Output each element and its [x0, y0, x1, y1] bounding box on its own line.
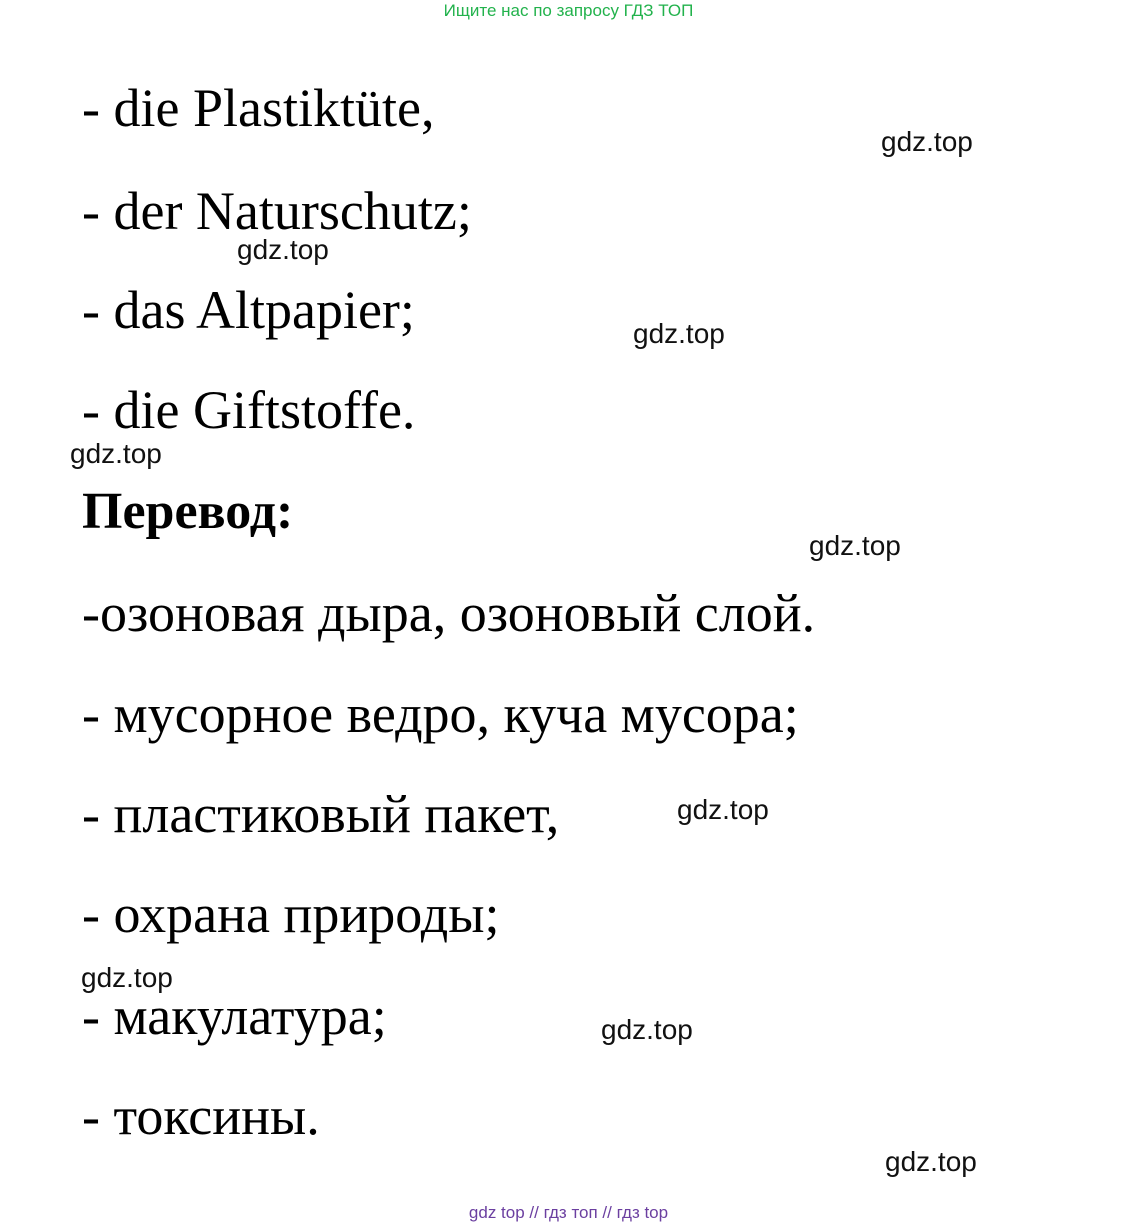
translation-heading: Перевод: — [82, 483, 294, 540]
translation-line-trash: - мусорное ведро, куча мусора; — [82, 684, 799, 744]
watermark: gdz.top — [809, 530, 901, 561]
watermark: gdz.top — [70, 438, 162, 469]
german-word-giftstoffe: - die Giftstoffe. — [82, 380, 416, 440]
translation-line-plastic-bag: - пластиковый пакет, — [82, 784, 560, 844]
watermark: gdz.top — [633, 318, 725, 349]
german-word-plastiktuete: - die Plastiktüte, — [82, 78, 435, 138]
watermark: gdz.top — [237, 234, 329, 265]
watermark: gdz.top — [885, 1146, 977, 1177]
translation-line-nature-protection: - охрана природы; — [82, 884, 500, 944]
watermark: gdz.top — [81, 962, 173, 993]
translation-line-ozone: -озоновая дыра, озоновый слой. — [82, 583, 816, 643]
top-banner: Ищите нас по запросу ГДЗ ТОП — [443, 1, 694, 20]
watermark: gdz.top — [601, 1014, 693, 1045]
translation-line-toxins: - токсины. — [82, 1086, 320, 1146]
german-word-naturschutz: - der Naturschutz; — [82, 181, 472, 241]
watermark: gdz.top — [677, 794, 769, 825]
watermark: gdz.top — [881, 126, 973, 157]
german-word-altpapier: - das Altpapier; — [82, 280, 415, 340]
translation-line-waste-paper: - макулатура; — [82, 986, 387, 1046]
footer-watermark: gdz top // гдз топ // гдз top — [468, 1203, 669, 1222]
